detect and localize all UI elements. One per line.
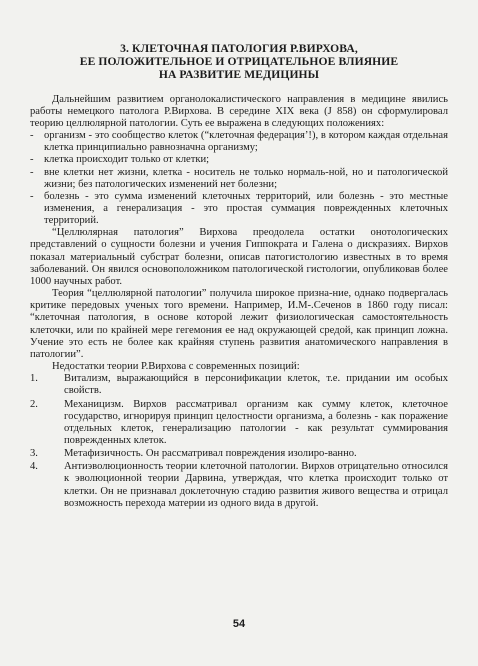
flaw-text: Витализм, выражающийся в персонификации клеток, т.е. придании им особых свойств. — [64, 373, 448, 397]
flaw-text: Механицизм. Вирхов рассматривал организм как сумму клеток, клеточное государство, игнорируя принцип целостности организма, а болезнь - как поражение отдельных клеток, генерализацию патологии - как результат суммирования поврежденных клеток. — [64, 398, 448, 446]
page-number: 54 — [232, 618, 246, 630]
paragraph-criticism: Теория “целлюлярной патологии” получила широкое призна-ние, однако подвергалась критике передовых ученых того времени. Например, И.М-.Сеченов в 1860 году писал: “клеточная патология, в основе которой лежит физиологическая самостоятельность клеточки, или по крайней мере гегемония ее над окружающей средой, как принцип ложна. Учение это есть не более как крайняя ступень развития анатомического направления в патологии”. — [30, 288, 448, 360]
chapter-title — [40, 42, 438, 82]
position-item: - организм - это сообщество клеток (“клеточная федерация’!), в котором каждая отдельная клетка принципиально равнозначна организму; — [30, 130, 448, 154]
theory-positions-list — [30, 130, 448, 227]
flaw-item — [30, 461, 448, 510]
flaw-number: 4. — [30, 461, 38, 473]
paragraph-virchow-achievements: “Целлюлярная патология” Вирхова преодолела остатки онотологических представлений о сущности болезни и учения Гиппократа и Галена о дискразиях. Вирхов показал материальный субстрат болезни, описав патогистологию известных в то время заболеваний. Он явился основоположником патологической гистологии, опубликовав более 1000 научных работ. — [30, 227, 448, 287]
flaw-item — [30, 448, 448, 460]
flaws-list — [30, 373, 448, 510]
intro-paragraph: Дальнейшим развитием органолокалистического направления в медицине явились работы немецкого патолога Р.Вирхова. В середине XIX века (J 858) он сформулировал теорию целлюлярной патологии. Суть ее выражена в следующих положениях: — [30, 93, 448, 129]
flaw-text: Метафизичность. Он рассматривал повреждения изолиро-ванно. — [64, 448, 357, 460]
position-item: - болезнь - это сумма изменений клеточных территорий, или болезнь - это местные изменения, а генерализация - это простая суммация поврежденных клеточных территорий. — [30, 191, 448, 227]
flaw-text: Антиэволюционность теории клеточной патологии. Вирхов отрицательно относился к эволюционной теории Дарвина, утверждая, что клетка происходит только от клетки. Он не признавал доклеточную стадию развития живого вещества и отрицал возможность перехода материи из одного вида в другой. — [64, 461, 448, 509]
paragraph-flaws-heading: Недостатки теории Р.Вирхова с современных позиций: — [52, 361, 300, 373]
title-line-2: ЕЕ ПОЛОЖИТЕЛЬНОЕ И ОТРИЦАТЕЛЬНОЕ ВЛИЯНИЕ — [79, 55, 399, 69]
flaw-number: 3. — [30, 448, 38, 460]
flaw-number: 1. — [30, 373, 38, 385]
flaw-number: 2. — [30, 398, 38, 410]
title-line-3: НА РАЗВИТИЕ МЕДИЦИНЫ — [158, 68, 320, 82]
title-line-1: 3. КЛЕТОЧНАЯ ПАТОЛОГИЯ Р.ВИРХОВА, — [120, 42, 358, 55]
position-item: - вне клетки нет жизни, клетка - носитель не только нормаль-ной, но и патологической жизни; без патологических изменений нет болезни; — [30, 167, 448, 191]
flaw-item — [30, 399, 448, 448]
position-item: - клетка происходит только от клетки; — [30, 154, 448, 166]
flaw-item — [30, 373, 448, 397]
